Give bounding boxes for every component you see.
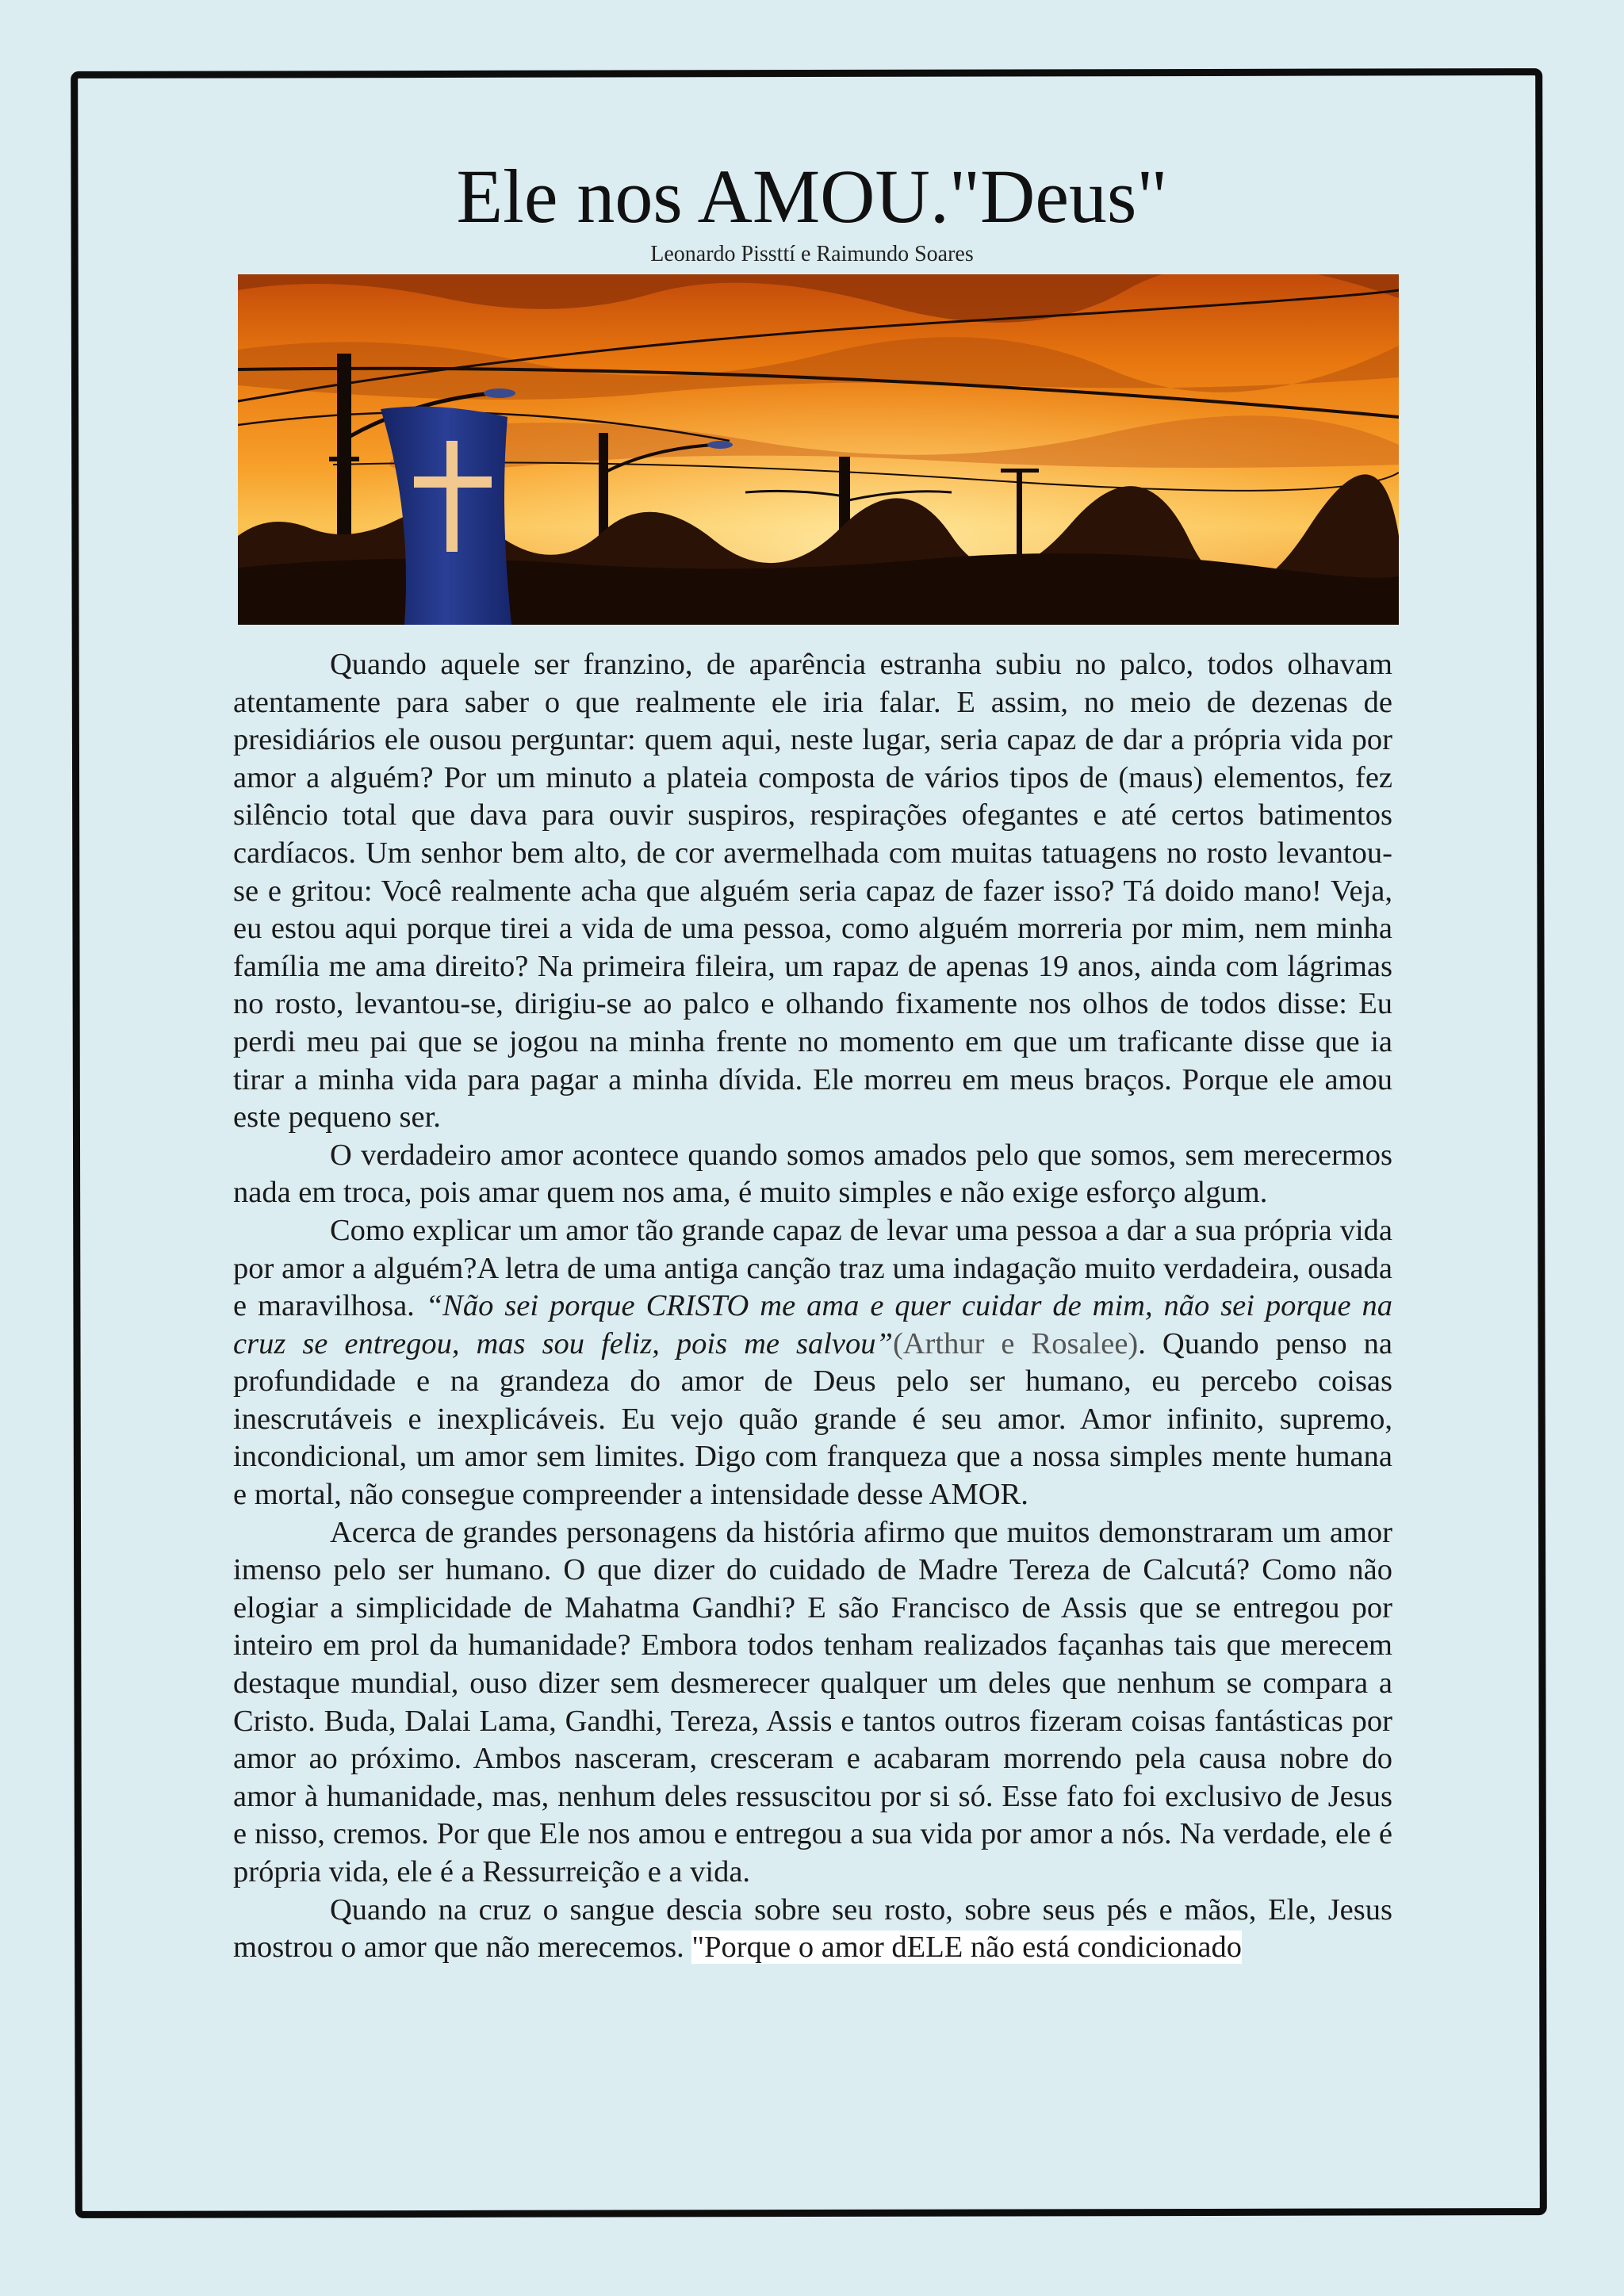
song-citation: (Arthur e Rosalee) xyxy=(892,1326,1139,1360)
highlighted-quote: "Porque o amor dELE não está condicionado xyxy=(691,1931,1242,1965)
song-quote: “Não sei porque CRISTO me ama e quer cuidar de mim, não sei porque na cruz se entregou, mas sou feliz, pois me salvou” xyxy=(233,1289,1392,1360)
paragraph-4: Acerca de grandes personagens da história afirmo que muitos demonstraram um amor imenso pelo ser humano. O que dizer do cuidado de Madre Tereza de Calcutá? Como não elogiar a simplicidade de Mahatma Gandhi? E são Francisco de Assis que se entregou por inteiro em prol da humanidade? Embora todos tenham realizados façanhas tais que merecem destaque mundial, ouso dizer sem desmerecer qualquer um deles que nenhum se compara a Cristo. Buda, Dalai Lama, Gandhi, Tereza, Assis e tantos outros fizeram coisas fantásticas por amor ao próximo. Ambos nasceram, cresceram e acabaram morrendo pela causa nobre do amor à humanidade, mas, nenhum deles ressuscitou por si só. Esse fato foi exclusivo de Jesus e nisso, cremos. Por que Ele nos amou e entregou a sua vida por amor a nós. Na verdade, ele é própria vida, ele é a Ressurreição e a vida. xyxy=(233,1515,1392,1888)
paragraph-5 xyxy=(233,1892,1392,1967)
article-body xyxy=(233,646,1392,1967)
authors-byline: Leonardo Pissttí e Raimundo Soares xyxy=(650,242,974,266)
paragraph-1: Quando aquele ser franzino, de aparência estranha subiu no palco, todos olhavam atentamente para saber o que realmente ele iria falar. E assim, no meio de dezenas de presidiários ele ousou perguntar: quem aqui, neste lugar, seria capaz de dar a própria vida por amor a alguém? Por um minuto a plateia composta de vários tipos de (maus) elementos, fez silêncio total que dava para ouvir suspiros, respirações ofegantes e até certos batimentos cardíacos. Um senhor bem alto, de cor avermelhada com muitas tatuagens no rosto levantou-se e gritou: Você realmente acha que alguém seria capaz de fazer isso? Tá doido mano! Veja, eu estou aqui porque tirei a vida de uma pessoa, como alguém morreria por mim, nem minha família me ama direito? Na primeira fileira, um rapaz de apenas 19 anos, ainda com lágrimas no rosto, levantou-se, dirigiu-se ao palco e olhando fixamente nos olhos de todos disse: Eu perdi meu pai que se jogou na minha frente no momento em que um traficante disse que ia tirar a minha vida para pagar a minha dívida. Ele morreu em meus braços. Porque ele amou este pequeno ser. xyxy=(233,648,1392,1135)
sunset-banner-image xyxy=(238,274,1399,625)
paragraph-3 xyxy=(233,1212,1392,1514)
page-title: Ele nos AMOU."Deus" xyxy=(456,154,1168,239)
paragraph-5-text: Quando na cruz o sangue descia sobre seu rosto, sobre seus pés e mãos, Ele, Jesus mostrou o amor que não merecemos. xyxy=(233,1892,1392,1965)
paragraph-3-text-before: Como explicar um amor tão grande capaz de levar uma pessoa a dar a sua própria vida por amor a alguém?A letra de uma antiga canção traz uma indagação muito verdadeira, ousada e maravilhosa. xyxy=(233,1213,1392,1323)
paragraph-3-text-after: . Quando penso na profundidade e na grandeza do amor de Deus pelo ser humano, eu percebo coisas inescrutáveis e inexplicáveis. Eu vejo quão grande é seu amor. Amor infinito, supremo, incondicional, um amor sem limites. Digo com franqueza que a nossa simples mente humana e mortal, não consegue compreender a intensidade desse AMOR. xyxy=(233,1326,1392,1512)
paragraph-2: O verdadeiro amor acontece quando somos amados pelo que somos, sem merecermos nada em troca, pois amar quem nos ama, é muito simples e não exige esforço algum. xyxy=(233,1138,1392,1210)
